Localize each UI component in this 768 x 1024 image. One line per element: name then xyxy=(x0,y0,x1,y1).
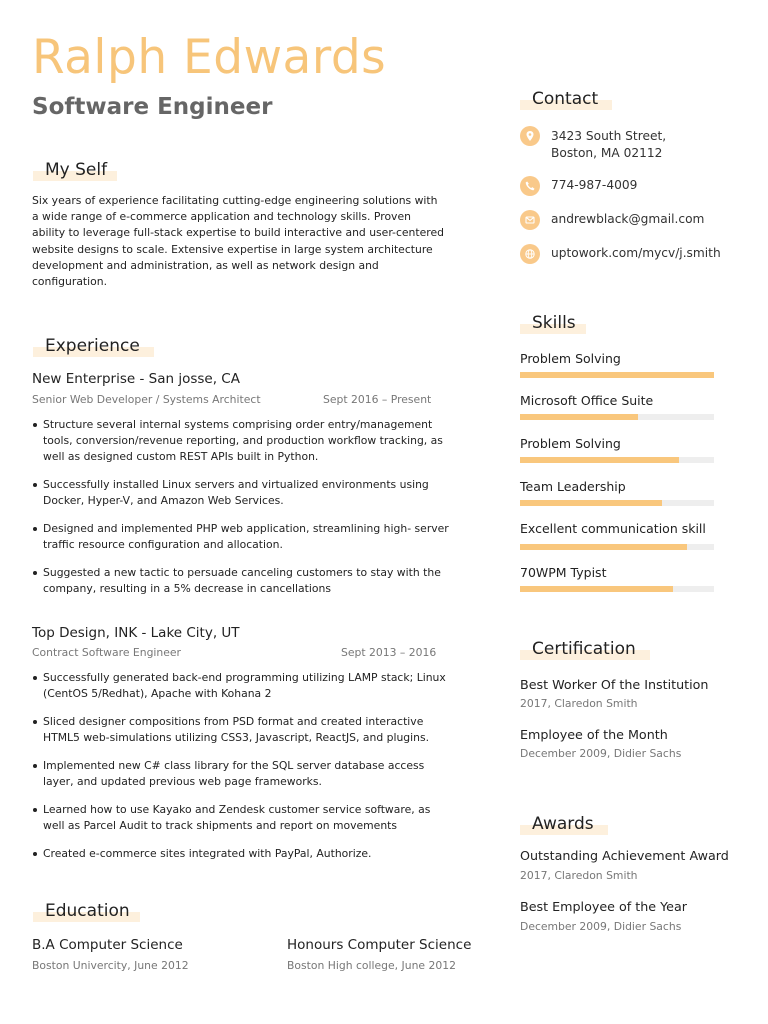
job-position: Contract Software Engineer xyxy=(32,646,181,659)
section-heading-contact xyxy=(520,88,612,110)
skill-label: Problem Solving xyxy=(520,351,621,366)
certification-detail: 2017, Claredon Smith xyxy=(520,697,638,710)
contact-website[interactable]: uptowork.com/mycv/j.smith xyxy=(551,246,721,260)
skill-bar xyxy=(520,414,714,420)
skill-bar xyxy=(520,457,714,463)
contact-email[interactable]: andrewblack@gmail.com xyxy=(551,212,705,226)
skill-bar xyxy=(520,544,714,550)
contact-address xyxy=(551,128,666,162)
job-role: Software Engineer xyxy=(32,94,273,120)
section-heading-skills xyxy=(520,312,586,334)
skill-bar-fill xyxy=(520,414,638,420)
address-line: Boston, MA 02112 xyxy=(551,146,663,160)
list-item: Structure several internal systems comprising order entry/management tools, conversion/revenue reporting, and production workflow tracking, as well as designed custom REST APIs built in Python. xyxy=(32,417,452,465)
certification-title: Employee of the Month xyxy=(520,727,668,742)
section-heading-education xyxy=(33,900,140,922)
award-detail: December 2009, Didier Sachs xyxy=(520,920,682,933)
profile-summary: Six years of experience facilitating cutting-edge engineering solutions with a wide range of e-commerce application and technology skills. Proven ability to leverage full-stack expertise to build interactive and user-centered website designs to scale. Extensive expertise in large system architecture development and administration, as well as network design and configuration. xyxy=(32,194,444,289)
list-item: Successfully installed Linux servers and virtualized environments using Docker, Hyper-V, and Amazon Web Services. xyxy=(32,477,452,509)
skill-bar xyxy=(520,586,714,592)
section-heading-text: Certification xyxy=(532,639,636,659)
list-item: Designed and implemented PHP web application, streamlining high- server traffic resource configuration and allocation. xyxy=(32,521,452,553)
skill-label: Excellent communication skill xyxy=(520,521,706,536)
section-heading-text: Contact xyxy=(532,89,599,109)
skill-bar-fill xyxy=(520,586,673,592)
job-dates: Sept 2013 – 2016 xyxy=(341,646,437,659)
skill-label: Microsoft Office Suite xyxy=(520,393,654,408)
education-degree: B.A Computer Science xyxy=(32,937,183,953)
section-heading-text: Experience xyxy=(45,336,140,356)
phone-icon xyxy=(520,176,540,196)
list-item: Suggested a new tactic to persuade canceling customers to stay with the company, resulting in a 5% decrease in cancellations xyxy=(32,565,452,597)
skill-bar-fill xyxy=(520,457,679,463)
section-heading-myself xyxy=(33,159,117,181)
education-school: Boston Univercity, June 2012 xyxy=(32,959,189,972)
job-title: Top Design, INK - Lake City, UT xyxy=(32,625,240,641)
skill-label: 70WPM Typist xyxy=(520,565,607,580)
job-title: New Enterprise - San josse, CA xyxy=(32,371,240,387)
certification-title: Best Worker Of the Institution xyxy=(520,677,709,692)
list-item: Implemented new C# class library for the SQL server database access layer, and updated previous web page frameworks. xyxy=(32,758,452,790)
section-heading-certification xyxy=(520,638,650,660)
candidate-name: Ralph Edwards xyxy=(32,30,387,85)
address-line: 3423 South Street, xyxy=(551,129,667,143)
section-heading-text: Education xyxy=(45,901,130,921)
skill-bar-fill xyxy=(520,372,714,378)
skill-label: Team Leadership xyxy=(520,479,626,494)
education-school: Boston High college, June 2012 xyxy=(287,959,456,972)
skill-bar-fill xyxy=(520,544,687,550)
skill-bar xyxy=(520,372,714,378)
globe-icon xyxy=(520,244,540,264)
section-heading-text: Skills xyxy=(532,313,576,333)
skill-bar xyxy=(520,500,714,506)
section-heading-text: Awards xyxy=(532,814,594,834)
award-title: Outstanding Achievement Award xyxy=(520,848,729,863)
list-item: Created e-commerce sites integrated with PayPal, Authorize. xyxy=(32,846,452,862)
job-bullet-list xyxy=(32,417,452,609)
list-item: Learned how to use Kayako and Zendesk customer service software, as well as Parcel Audit to track shipments and report on movements xyxy=(32,802,452,834)
education-degree: Honours Computer Science xyxy=(287,937,472,953)
job-position: Senior Web Developer / Systems Architect xyxy=(32,393,261,406)
award-title: Best Employee of the Year xyxy=(520,899,687,914)
list-item: Sliced designer compositions from PSD format and created interactive HTML5 web-simulations utilizing CSS3, Javascript, ReactJS, and plugins. xyxy=(32,714,452,746)
job-dates: Sept 2016 – Present xyxy=(323,393,432,406)
list-item: Successfully generated back-end programming utilizing LAMP stack; Linux (CentOS 5/Redhat), Apache with Kohana 2 xyxy=(32,670,452,702)
email-icon xyxy=(520,210,540,230)
section-heading-awards xyxy=(520,813,608,835)
certification-detail: December 2009, Didier Sachs xyxy=(520,747,682,760)
skill-label: Problem Solving xyxy=(520,436,621,451)
contact-phone[interactable]: 774-987-4009 xyxy=(551,178,638,192)
award-detail: 2017, Claredon Smith xyxy=(520,869,638,882)
skill-bar-fill xyxy=(520,500,662,506)
section-heading-experience xyxy=(33,335,154,357)
section-heading-text: My Self xyxy=(45,160,108,180)
location-pin-icon xyxy=(520,126,540,146)
job-bullet-list xyxy=(32,670,452,874)
